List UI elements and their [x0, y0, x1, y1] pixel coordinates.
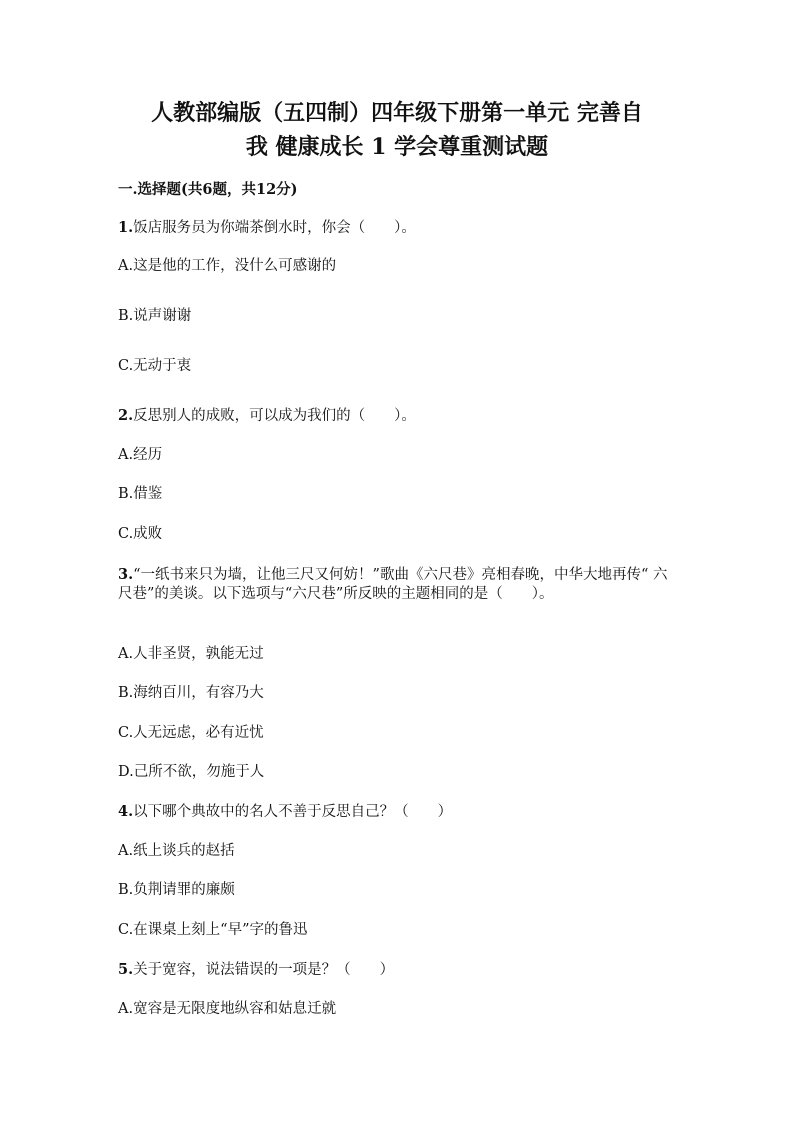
question-2 — [118, 406, 678, 426]
question-2-option-c: C.成败 — [118, 526, 163, 542]
question-3-option-d: D.己所不欲，勿施于人 — [118, 764, 265, 780]
document-title — [110, 96, 684, 164]
question-4-option-c: C.在课桌上刻上“早”字的鲁迅 — [118, 922, 308, 938]
question-1-option-b: B.说声谢谢 — [118, 308, 192, 324]
question-2-option-a: A.经历 — [118, 447, 163, 463]
question-text: 关于宽容，说法错误的一项是？（ ） — [133, 962, 395, 978]
question-1-option-c: C.无动于衷 — [118, 358, 192, 374]
question-1-option-a: A.这是他的工作，没什么可感谢的 — [118, 258, 337, 274]
section-heading: 一.选择题(共6题，共12分) — [118, 181, 298, 198]
question-number: 1. — [118, 219, 134, 236]
question-2-option-b: B.借鉴 — [118, 486, 163, 502]
question-3-option-b: B.海纳百川，有容乃大 — [118, 685, 264, 701]
question-text: “一纸书来只为墙，让他三尺又何妨！”歌曲《六尺巷》亮相春晚，中华大地再传“ 六尺巷”的美谈。以下选项与“六尺巷”所反映的主题相同的是（ ）。 — [118, 567, 668, 602]
title-line-2: 我 健康成长 1 学会尊重测试题 — [245, 134, 549, 160]
question-4-option-b: B.负荆请罪的廉颇 — [118, 882, 235, 898]
title-line-1: 人教部编版（五四制）四年级下册第一单元 完善自 — [151, 100, 643, 126]
question-number: 3. — [118, 566, 134, 583]
question-number: 2. — [118, 407, 134, 424]
question-4-option-a: A.纸上谈兵的赵括 — [118, 843, 235, 859]
question-4 — [118, 802, 678, 822]
question-1 — [118, 218, 678, 238]
question-text: 以下哪个典故中的名人不善于反思自己？（ ） — [133, 804, 453, 820]
question-3-option-c: C.人无远虑，必有近忧 — [118, 725, 264, 741]
question-5 — [118, 960, 678, 980]
question-number: 5. — [118, 961, 134, 978]
question-3 — [118, 565, 678, 604]
question-5-option-a: A.宽容是无限度地纵容和姑息迁就 — [118, 1001, 337, 1017]
question-text: 饭店服务员为你端茶倒水时，你会（ ）。 — [133, 220, 416, 236]
question-3-option-a: A.人非圣贤，孰能无过 — [118, 646, 264, 662]
question-number: 4. — [118, 803, 134, 820]
question-text: 反思别人的成败，可以成为我们的（ ）。 — [133, 408, 416, 424]
